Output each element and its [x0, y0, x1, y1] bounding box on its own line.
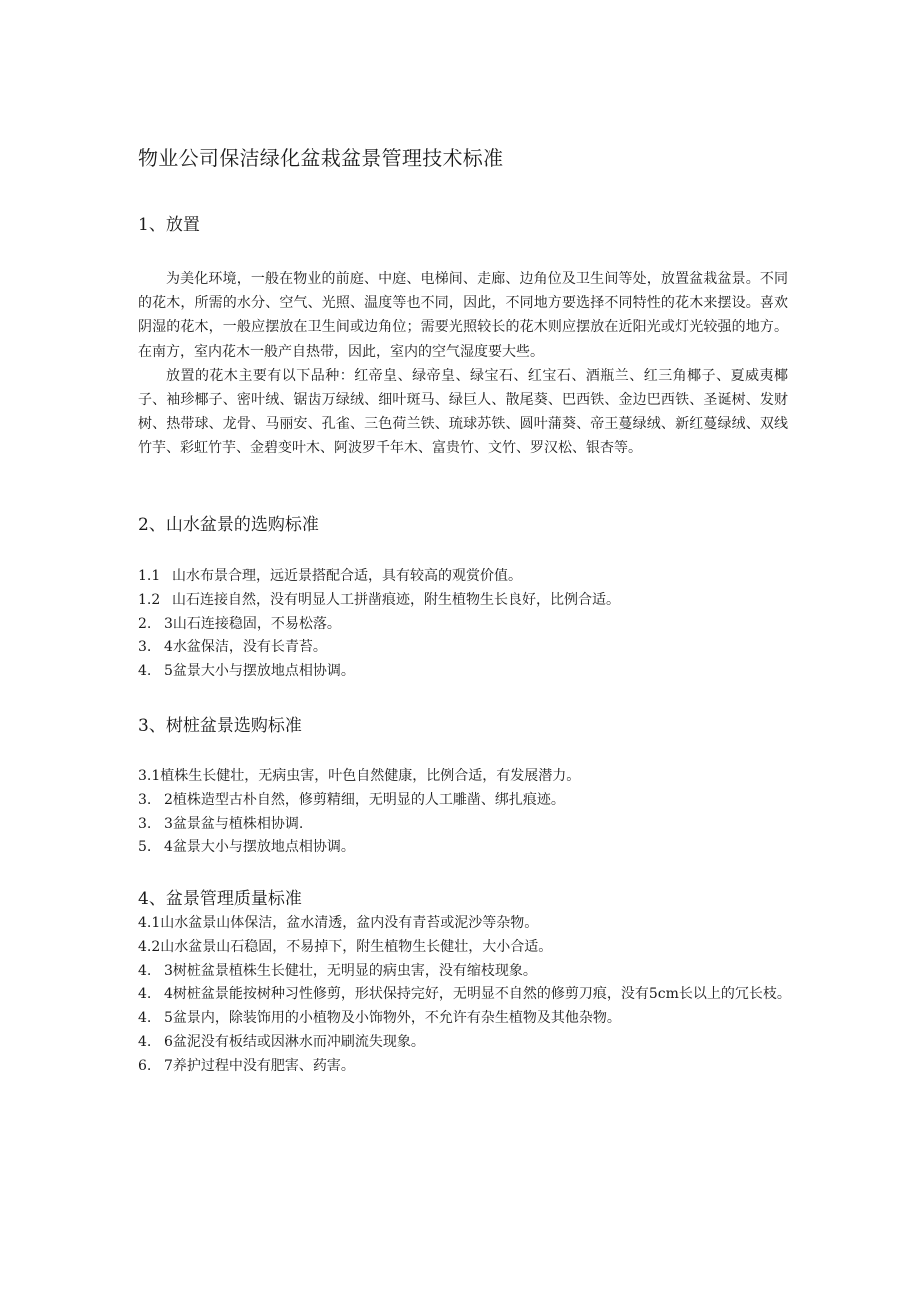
item-text: 山水布景合理，远近景搭配合适，具有较高的观赏价值。: [172, 568, 522, 584]
item-text: 3树桩盆景植株生长健壮，无明显的病虫害，没有缩枝现象。: [164, 962, 537, 979]
list-item: [138, 765, 798, 789]
item-text: 2植株造型古朴自然，修剪精细，无明显的人工雕凿、绑扎痕迹。: [164, 791, 565, 808]
item-number: 3.: [138, 791, 152, 808]
item-number: 4.: [138, 962, 152, 979]
item-number: 4.: [138, 1033, 152, 1050]
list-item: [138, 565, 798, 589]
item-text: 5盆景内，除装饰用的小植物及小饰物外，不允许有杂生植物及其他杂物。: [164, 1010, 621, 1027]
section-heading-bonsai-selection: 3、树桩盆景选购标准: [138, 716, 302, 736]
item-text: 4.1山水盆景山体保洁，盆水清透，盆内没有青苔或泥沙等杂物。: [138, 915, 539, 931]
list-item: [138, 936, 798, 960]
list-item: [138, 836, 798, 860]
item-number: 6.: [138, 1057, 152, 1074]
list-item: [138, 1007, 798, 1031]
item-text: 3.1植株生长健壮，无病虫害，叶色自然健康，比例合适，有发展潜力。: [138, 768, 581, 784]
list-item: [138, 589, 798, 613]
list-item: [138, 1055, 798, 1079]
section-heading-landscape-selection: 2、山水盆景的选购标准: [138, 515, 319, 535]
list-item: [138, 813, 798, 837]
item-number: 4.: [138, 663, 152, 680]
item-number: 3.: [138, 639, 152, 656]
paragraph: 为美化环境，一般在物业的前庭、中庭、电梯间、走廊、边角位及卫生间等处，放置盆栽盆景。不同的花木，所需的水分、空气、光照、温度等也不同，因此，不同地方要选择不同特性的花木来摆设。喜欢阴湿的花木，一般应摆放在卫生间或边角位；需要光照较长的花木则应摆放在近阳光或灯光较强的地方。在南方，室内花木一般产自热带，因此，室内的空气湿度要大些。: [138, 271, 788, 360]
item-text: 6盆泥没有板结或因淋水而冲刷流失现象。: [164, 1033, 425, 1050]
section-placement-body: [138, 267, 788, 461]
bonsai-selection-list: [138, 765, 798, 860]
item-text: 4树桩盆景能按树种习性修剪，形状保持完好，无明显不自然的修剪刀痕，没有5cm长以上的冗长枝。: [164, 986, 791, 1003]
item-number: 1.1: [138, 568, 161, 584]
item-number: 1.2: [138, 591, 161, 608]
paragraph: 放置的花木主要有以下品种：红帝皇、绿帝皇、绿宝石、红宝石、酒瓶兰、红三角椰子、夏威夷椰子、袖珍椰子、密叶绒、锯齿万绿绒、细叶斑马、绿巨人、散尾葵、巴西铁、金边巴西铁、圣诞树、发财树、热带球、龙骨、马丽安、孔雀、三色荷兰铁、琉球苏铁、圆叶蒲葵、帝王蔓绿绒、新红蔓绿绒、双线竹芋、彩虹竹芋、金碧变叶木、阿波罗千年木、富贵竹、文竹、罗汉松、银杏等。: [138, 367, 788, 457]
item-text: 山石连接自然，没有明显人工拼凿痕迹，附生植物生长良好，比例合适。: [172, 591, 620, 608]
item-text: 4.2山水盆景山石稳固，不易掉下，附生植物生长健壮，大小合适。: [138, 938, 553, 955]
list-item: [138, 660, 798, 684]
list-item: [138, 789, 798, 813]
landscape-selection-list: [138, 565, 798, 684]
list-item: [138, 636, 798, 660]
list-item: [138, 912, 798, 936]
section-heading-management-quality: 4、盆景管理质量标准: [138, 889, 302, 909]
item-text: 4水盆保洁，没有长青苔。: [164, 639, 327, 656]
item-number: 3.: [138, 815, 152, 832]
item-number: 4.: [138, 986, 152, 1003]
section-heading-placement: 1、放置: [138, 215, 200, 235]
item-number: 2.: [138, 615, 152, 632]
item-number: 5.: [138, 839, 152, 856]
management-quality-list: [138, 912, 798, 1079]
item-number: 4.: [138, 1010, 152, 1027]
list-item: [138, 1031, 798, 1055]
document-title: 物业公司保洁绿化盆栽盆景管理技术标准: [138, 146, 504, 170]
list-item: [138, 960, 798, 984]
item-text: 5盆景大小与摆放地点相协调。: [164, 663, 355, 680]
item-text: 7养护过程中没有肥害、药害。: [164, 1057, 355, 1074]
list-item: [138, 983, 798, 1007]
item-text: 4盆景大小与摆放地点相协调。: [164, 839, 355, 856]
item-text: 3盆景盆与植株相协调.: [164, 815, 304, 832]
item-text: 3山石连接稳固，不易松落。: [164, 615, 341, 632]
list-item: [138, 613, 798, 637]
